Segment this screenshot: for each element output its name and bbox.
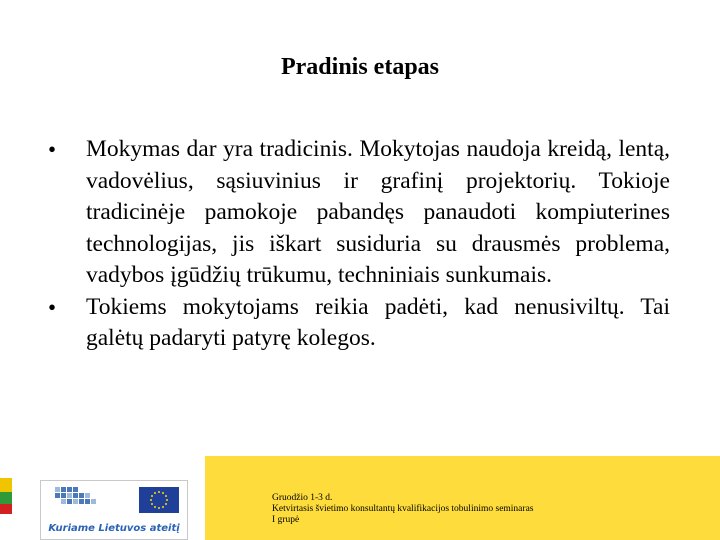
footer-group: I grupė — [272, 515, 300, 525]
eu-flag-icon — [139, 487, 179, 513]
slide-title: Pradinis etapas — [280, 54, 439, 80]
footer-text — [272, 493, 533, 526]
bullet-icon: • — [48, 294, 57, 320]
bullet-icon: • — [48, 137, 57, 162]
bullet-item — [46, 292, 670, 355]
bullet-text: Mokymas dar yra tradicinis. Mokytojas naudoja kreidą, lentą, vadovėlius, sąsiuvinius ir grafinį projektorių. Tokioje tradicinėje pamokoje pabandęs panaudoti kompiuterines technologijas, jis iškart susiduria su drausmės problema, vadybos įgūdžių trūkumu, techniniais sunkumais. — [86, 136, 670, 288]
footer-date: Gruodžio 1-3 d. — [272, 493, 333, 503]
bullet-text: Tokiems mokytojams reikia padėti, kad nenusiviltų. Tai galėtų padaryti patyrę kolegos. — [86, 293, 670, 351]
flag-stripe-green — [0, 492, 12, 504]
bullet-list — [46, 134, 670, 355]
sponsor-logo — [40, 480, 188, 540]
bullet-item — [46, 134, 670, 292]
flag-stripe-yellow — [0, 478, 12, 492]
flag-stripe-red — [0, 504, 12, 514]
ministry-logo-icon — [47, 485, 127, 513]
footer-seminar: Ketvirtasis švietimo konsultantų kvalifikacijos tobulinimo seminaras — [272, 504, 534, 514]
logo-slogan: Kuriame Lietuvos ateitį — [48, 523, 180, 534]
